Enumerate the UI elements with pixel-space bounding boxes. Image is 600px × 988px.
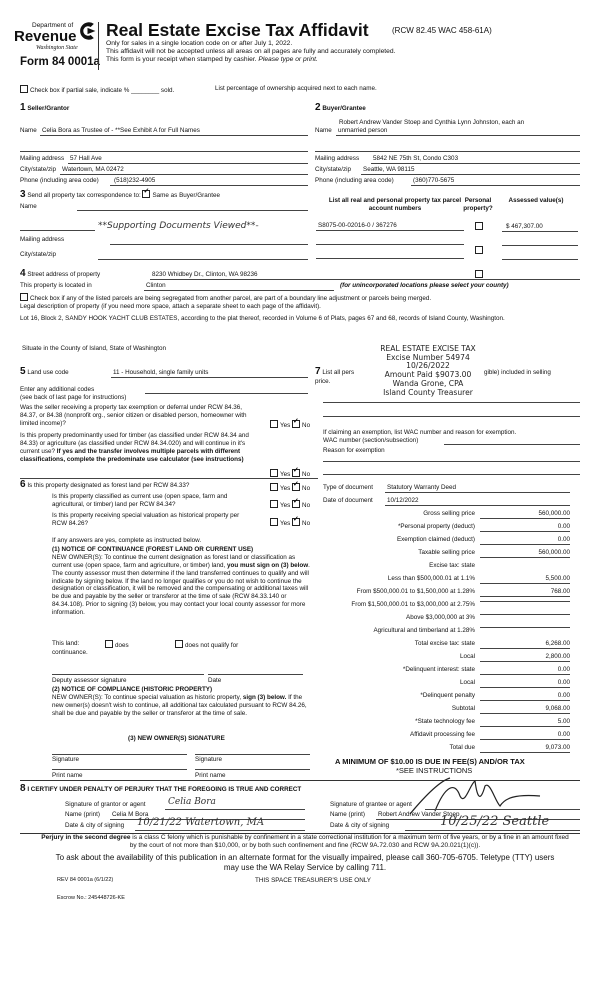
line xyxy=(502,231,578,232)
partial-sale-checkbox[interactable] xyxy=(20,85,28,93)
corr-city-label: City/state/zip xyxy=(20,251,57,258)
doc-date-label: Date of document xyxy=(323,497,373,504)
doc-type-label: Type of document xyxy=(323,484,374,491)
deputy-label: Deputy assessor signature xyxy=(52,677,127,684)
signature-label-2: Signature xyxy=(195,756,222,763)
same-as-buyer-checkbox[interactable] xyxy=(142,190,150,198)
stamp-line: 10/26/2022 xyxy=(406,361,450,371)
buyer-name-line1[interactable]: Robert Andrew Vander Stoep and Cynthia Lynn Johnston, each an xyxy=(339,119,525,126)
grantor-signature[interactable]: Celia Bora xyxy=(168,797,216,807)
legal-label: Legal description of property (if you need more space, attach a separate sheet to each page of the affidavit). xyxy=(20,303,321,310)
buyer-city-field[interactable]: Seattle, WA 98115 xyxy=(363,166,415,173)
personal-property-checkbox[interactable] xyxy=(475,222,483,230)
seller-name-line-2 xyxy=(20,151,308,152)
grantee-name-field[interactable]: Robert Andrew Vander Stoep xyxy=(378,811,460,818)
segregated-checkbox[interactable] xyxy=(20,293,28,301)
does-not-option[interactable]: does not qualify for xyxy=(175,640,238,650)
amount-value[interactable] xyxy=(480,627,570,628)
assessed-value[interactable]: $ 467,307.00 xyxy=(506,223,543,230)
yes-no-q2[interactable]: Yes ✓ No xyxy=(270,469,310,479)
seller-heading: 1 Seller/Grantor xyxy=(20,102,70,113)
grantor-name-field[interactable]: Celia M Bora xyxy=(112,811,149,818)
buyer-city-label: City/state/zip xyxy=(315,166,352,173)
doc-date-field[interactable]: 10/12/2022 xyxy=(387,497,419,504)
line xyxy=(68,163,308,164)
current-use-question: Is this property classified as current use (open space, farm and agricultural, or timber) land per RCW 84.34? xyxy=(52,493,228,508)
notice2-text: NEW OWNER(S): To continue special valuation as historic property, sign (3) below. If the new owner(s) doesn't wish to continue, all additional tax calculated pursuant to RCW 84.26, shall be due and payable by the seller or transferor at the time of sale. xyxy=(52,694,307,717)
stamp-line: Wanda Grone, CPA xyxy=(392,378,464,388)
amount-label: *State technology fee xyxy=(415,718,475,725)
buyer-name-field[interactable]: unmarried person xyxy=(338,127,388,134)
assessed-col-header: Assessed value(s) xyxy=(508,197,564,204)
wac-label: WAC number (section/subsection) xyxy=(323,437,419,444)
grantee-name-label: Name (print) xyxy=(330,811,365,818)
print-name-label-1: Print name xyxy=(52,772,83,779)
amount-label: From $1,500,000.01 to $3,000,000 at 2.75% xyxy=(351,601,475,608)
personal-property-checkbox[interactable] xyxy=(475,270,483,278)
header-note-1: Only for sales in a single location code on or after July 1, 2022. xyxy=(106,40,293,47)
buyer-name-label: Name xyxy=(315,127,332,134)
sig-title: (3) NEW OWNER(S) SIGNATURE xyxy=(128,735,225,742)
amount-label: Subtotal xyxy=(451,705,475,712)
located-label: This property is located in xyxy=(20,282,92,289)
grantor-date-field[interactable]: 10/21/22 Watertown, MA xyxy=(137,817,265,828)
amount-value[interactable] xyxy=(480,614,570,615)
partial-sale: Check box if partial sale, indicate % ________ sold. xyxy=(20,85,174,95)
agency-line2: Revenue xyxy=(14,28,77,45)
line xyxy=(336,135,580,136)
line xyxy=(20,230,95,231)
land-use-field[interactable]: 11 - Household, single family units xyxy=(113,369,209,376)
rev-number: REV 84 0001a (6/1/22) xyxy=(57,877,114,883)
notice2-title: (2) NOTICE OF COMPLIANCE (HISTORIC PROPERTY) xyxy=(52,686,213,693)
amount-value[interactable]: 768.00 xyxy=(480,588,570,597)
amount-value[interactable]: 0.00 xyxy=(480,692,570,701)
personal-list-label: 7 List all pers xyxy=(315,366,355,377)
line xyxy=(316,244,464,245)
page-title: Real Estate Excise Tax Affidavit xyxy=(106,20,369,40)
line xyxy=(502,245,578,246)
amount-label: Local xyxy=(459,653,475,660)
amount-value[interactable] xyxy=(480,601,570,602)
line xyxy=(425,809,580,810)
supporting-docs-stamp: **Supporting Documents Viewed**- xyxy=(98,221,259,231)
date-label: Date xyxy=(208,677,222,684)
print-name-label-2: Print name xyxy=(195,772,226,779)
amount-value[interactable]: 9,073.00 xyxy=(480,744,570,753)
located-field[interactable]: Clinton xyxy=(146,282,166,289)
line xyxy=(323,416,580,417)
grantee-sig-label: Signature of grantee or agent xyxy=(330,801,412,808)
minimum-note: A MINIMUM OF $10.00 IS DUE IN FEE(S) AND/OR TAX xyxy=(335,757,525,766)
seller-phone-label: Phone (including area code) xyxy=(20,177,99,184)
seller-mailing-label: Mailing address xyxy=(20,155,65,162)
buyer-mailing-label: Mailing address xyxy=(315,155,360,162)
segregated-row: Check box if any of the listed parcels are being segregated from another parcel, are part of a boundary line adjustment or parcels being merged. xyxy=(20,293,431,303)
perjury-text: Perjury in the second degree is a class C felony which is punishable by confinement in a state correctional institution for a maximum term of five years, or by a fine in an amount fixed by the court of not more than $10,000, or by both such confinement and fine (RCW 9A.72.030 and RCW 9A.20.021(1)(c)). xyxy=(41,834,569,850)
amount-label: *Delinquent interest: state xyxy=(402,666,475,673)
yes-no-forest[interactable]: Yes ✓ No xyxy=(270,483,310,493)
stamp-line: Amount Paid $9073.00 xyxy=(384,370,472,380)
located-note: (for unincorporated locations please select your county) xyxy=(340,282,509,289)
yes-no-q1[interactable]: Yes ✓ No xyxy=(270,420,310,430)
line xyxy=(165,809,305,810)
grantee-date-label: Date & city of signing xyxy=(330,822,390,829)
line xyxy=(111,377,308,378)
reason-field[interactable] xyxy=(323,461,580,462)
ownership-note: List percentage of ownership acquired next to each name. xyxy=(215,85,377,92)
notice1-title: (1) NOTICE OF CONTINUANCE (FOREST LAND OR CURRENT USE) xyxy=(52,546,254,553)
corr-city-field[interactable] xyxy=(98,259,308,260)
parcel-row xyxy=(0,10,600,20)
this-land-label: This land: xyxy=(52,640,80,647)
buyer-phone-field[interactable]: (360)770-5675 xyxy=(413,177,455,184)
timber-question: Is this property predominantly used for timber (as classified under RCW 84.34 and 84.33) or agriculture (as classified under RCW 84.34.020) and will continue in it's current use? If yes and the transfer involves multiple parcels with different classifications, complete the predominate use calculator (see instructions) xyxy=(20,432,249,463)
stamp-line: REAL ESTATE EXCISE TAX xyxy=(380,344,476,353)
treasurer-stamp xyxy=(368,345,488,397)
seller-mailing-field[interactable]: 57 Hall Ave xyxy=(70,155,102,162)
seller-city-field[interactable]: Watertown, MA 02472 xyxy=(62,166,124,173)
line xyxy=(411,185,580,186)
line xyxy=(385,505,570,506)
amount-value[interactable]: 560,000.00 xyxy=(480,510,570,519)
line xyxy=(150,279,580,280)
street-field[interactable]: 8230 Whidbey Dr., Clinton, WA 98236 xyxy=(152,271,258,278)
treasurer-use: THIS SPACE TREASURER'S USE ONLY xyxy=(255,877,371,884)
amount-label: From $500,000.01 to $1,500,000 at 1.28% xyxy=(356,588,475,595)
line xyxy=(502,259,578,260)
line xyxy=(110,185,308,186)
corr-mailing-field[interactable] xyxy=(110,244,308,245)
line xyxy=(323,474,580,475)
alt-format-text: To ask about the availability of this publication in an alternate format for the visually impaired, please call 360-705-6705. Teletype (TTY) users may use the WA Relay Service by calling 711. xyxy=(55,853,555,872)
reason-label: Reason for exemption xyxy=(323,447,385,454)
stamp-line: Island County Treasurer xyxy=(383,387,473,397)
corr-mailing-label: Mailing address xyxy=(20,236,65,243)
additional-codes-field[interactable] xyxy=(145,393,308,394)
dor-logo-icon xyxy=(78,20,97,42)
seller-name-field[interactable]: Celia Bora as Trustee of - **See Exhibit A for Full Names xyxy=(42,127,200,134)
amount-value[interactable]: 0.00 xyxy=(480,523,570,532)
parcel-col-header: List all real and personal property tax parcel account numbers xyxy=(328,197,462,212)
line xyxy=(385,492,570,493)
line xyxy=(371,163,580,164)
exemption-question: Was the seller receiving a property tax exemption or deferral under RCW 84.36, 84.37, or 84.38 (nonprofit org., senior citizen or disabled person, homeowner with limited income)? xyxy=(20,404,247,427)
deputy-date-field[interactable] xyxy=(208,674,303,675)
line xyxy=(315,151,580,152)
line xyxy=(316,258,464,259)
grantor-date-label: Date & city of signing xyxy=(65,822,125,829)
line xyxy=(361,174,580,175)
forest-question: 6 Is this property designated as forest land per RCW 84.33? xyxy=(20,479,190,490)
line xyxy=(323,402,580,403)
deputy-signature-field[interactable] xyxy=(52,674,204,675)
amount-value[interactable]: 0.00 xyxy=(480,666,570,675)
wac-field[interactable] xyxy=(444,444,580,445)
amount-label: Above $3,000,000 at 3% xyxy=(406,614,475,621)
agency-line3: Washington State xyxy=(36,45,78,51)
yes-no-historical[interactable]: Yes ✓ No xyxy=(270,518,310,528)
seller-name-label: Name xyxy=(20,127,37,134)
amount-label: Excise tax: state xyxy=(429,562,475,569)
personal-col-header: Personal property? xyxy=(463,197,493,212)
signature-field-1[interactable] xyxy=(52,754,187,755)
amount-label: Total excise tax: state xyxy=(414,640,475,647)
amount-label: Agricultural and timberland at 1.28% xyxy=(373,627,475,634)
does-option[interactable]: does xyxy=(105,640,129,650)
print-name-field-1[interactable] xyxy=(52,769,187,770)
signature-label-1: Signature xyxy=(52,756,79,763)
line xyxy=(144,290,334,291)
legal-description[interactable]: Lot 16, Block 2, SANDY HOOK YACHT CLUB ESTATES, according to the plat thereof, recorded in Volume 6 of Plats, pages 67 and 68, records of Island County, Washington. xyxy=(20,315,505,322)
if-any-yes: If any answers are yes, complete as instructed below. xyxy=(52,537,202,544)
amount-label: Less than $500,000.01 at 1.1% xyxy=(387,575,475,582)
personal-list-label-c: price. xyxy=(315,378,331,385)
certify-heading: 8 I CERTIFY UNDER PENALTY OF PERJURY THAT THE FOREGOING IS TRUE AND CORRECT xyxy=(20,783,302,794)
grantor-sig-label: Signature of grantor or agent xyxy=(65,801,146,808)
seller-city-label: City/state/zip xyxy=(20,166,57,173)
buyer-phone-label: Phone (including area code) xyxy=(315,177,394,184)
land-use-label: 5 Land use code xyxy=(20,366,69,377)
amount-value[interactable]: 2,800.00 xyxy=(480,653,570,662)
exemption-label: If claiming an exemption, list WAC number and reason for exemption. xyxy=(323,429,517,436)
amount-value[interactable]: 6,268.00 xyxy=(480,640,570,649)
amount-value[interactable]: 0.00 xyxy=(480,536,570,545)
grantor-name-label: Name (print) xyxy=(65,811,100,818)
amount-label: Exemption claimed (deduct) xyxy=(396,536,475,543)
additional-codes-note: (see back of last page for instructions) xyxy=(20,394,127,401)
agency-line1: Department of xyxy=(32,22,74,29)
escrow-number: Escrow No.: 245448726-KE xyxy=(57,895,125,901)
street-label: 4 Street address of property xyxy=(20,268,101,279)
doc-type-field[interactable]: Statutory Warranty Deed xyxy=(387,484,457,491)
header-divider xyxy=(98,22,99,70)
buyer-mailing-field[interactable]: 5842 NE 75th St, Condo C303 xyxy=(373,155,459,162)
amount-label: *Personal property (deduct) xyxy=(397,523,475,530)
parcel-number[interactable]: S8075-00-02016-0 / 367276 xyxy=(318,222,397,229)
amount-label: Total due xyxy=(449,744,475,751)
buyer-heading: 2 Buyer/Grantee xyxy=(315,102,366,113)
amount-label: Local xyxy=(459,679,475,686)
amount-value[interactable]: 0.00 xyxy=(480,679,570,688)
see-instructions: *SEE INSTRUCTIONS xyxy=(396,766,473,775)
amount-label: Affidavit processing fee xyxy=(410,731,475,738)
amount-label: Taxable selling price xyxy=(418,549,475,556)
header-note-3: This form is your receipt when stamped by cashier. Please type or print. xyxy=(106,56,318,63)
corr-name-field[interactable] xyxy=(77,210,308,211)
grantee-signature[interactable] xyxy=(405,776,545,816)
grantee-date-field[interactable]: 10/25/22 Seattle xyxy=(440,814,550,829)
continuance-label: continuance. xyxy=(52,649,88,656)
personal-list-label-b: gible) included in selling xyxy=(484,369,551,376)
corr-name-label: Name xyxy=(20,203,37,210)
notice1-text: NEW OWNER(S): To continue the current designation as forest land or classification as current use (open space, farm and agriculture, or timber) land, you must sign on (3) below. The county assessor must then determine if the land transferred continues to qualify and will indicate by signing below. If the land no longer qualifies or you do not wish to continue the designation or classification, it will be removed and the compensating or additional taxes will be due and payable by the seller or transferor at the time of sale (RCW 84.33.140 or 84.34.108). Prior to signing (3) below, you may contact your local county assessor for more information. xyxy=(52,554,310,617)
line xyxy=(135,830,305,831)
amount-value[interactable]: 5,500.00 xyxy=(480,575,570,584)
amount-value[interactable]: 5.00 xyxy=(480,718,570,727)
seller-name-line xyxy=(40,135,308,136)
amount-value[interactable]: 9,068.00 xyxy=(480,705,570,714)
signature-field-2[interactable] xyxy=(195,754,310,755)
print-name-field-2[interactable] xyxy=(195,769,310,770)
amount-label: *Delinquent penalty xyxy=(420,692,475,699)
situate-text: Situate in the County of Island, State of Washington xyxy=(22,345,166,352)
title-citation: (RCW 82.45 WAC 458-61A) xyxy=(392,26,492,35)
historical-question: Is this property receiving special valuation as historical property per RCW 84.26? xyxy=(52,512,240,527)
seller-phone-field[interactable]: (518)232-4905 xyxy=(114,177,156,184)
line xyxy=(405,830,580,831)
additional-codes-label: Enter any additional codes xyxy=(20,386,95,393)
line xyxy=(60,174,308,175)
stamp-line: Excise Number 54974 xyxy=(386,352,470,362)
amount-label: Gross selling price xyxy=(423,510,475,517)
header-note-2: This affidavit will not be accepted unless all areas on all pages are fully and accurately completed. xyxy=(106,48,396,55)
yes-no-current-use[interactable]: Yes ✓ No xyxy=(270,500,310,510)
amount-value[interactable]: 560,000.00 xyxy=(480,549,570,558)
form-number: Form 84 0001a xyxy=(20,56,100,68)
personal-property-checkbox[interactable] xyxy=(475,246,483,254)
line xyxy=(316,230,464,231)
amount-value[interactable]: 0.00 xyxy=(480,731,570,740)
correspondence-heading: 3 Send all property tax correspondence to: ✓ Same as Buyer/Grantee xyxy=(20,189,220,202)
